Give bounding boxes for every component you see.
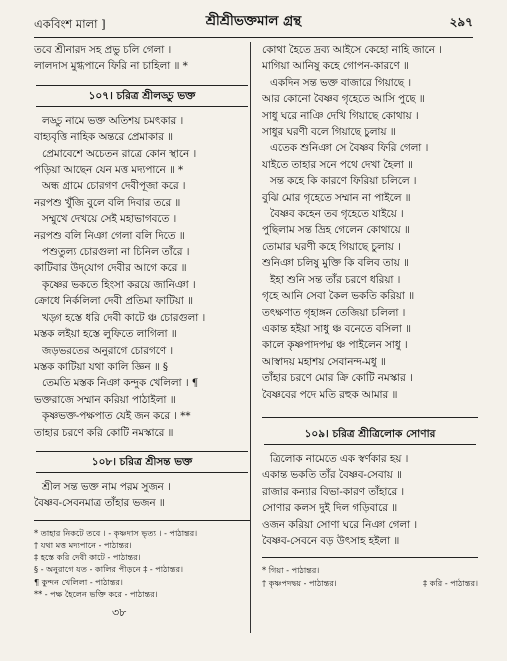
left-column — [34, 42, 250, 600]
verse-line: পুছিলাম সন্ত ভ্রিহ গেলেন কোথায়ে ॥ — [262, 224, 410, 237]
series-label: একবিংশ মালা ] — [34, 17, 106, 31]
header-rule — [34, 37, 473, 38]
verse-line: কাটিবার উদ্‌যোগ দেবীর আগে করে ॥ — [34, 262, 187, 275]
right-column — [262, 42, 478, 589]
verse-line: পশুতুল্য চোরগুলা না চিনিল তাঁরে । — [42, 246, 190, 259]
verse-line: ওজন করিয়া সোণা ঘরে নিঞা গেলা । — [262, 518, 417, 531]
verse-line: নরপশু খুঁজি বুলে বলি দিবার তরে ॥ — [34, 196, 181, 209]
verse-line: ক্রোধে নির্কলিলা দেবী প্রতিমা ফাটিয়া ॥ — [34, 295, 193, 308]
chapter-heading-107: ১০৭। চরিত্র শ্রীলড্ডু ভক্ত — [36, 85, 248, 107]
verse-line: কালে কৃষ্ণপাদপদ্ম ঞ্চ পাইলেন সাধু । — [262, 339, 408, 352]
verse-line: সন্ত কহে কি কারণে ফিরিয়া চলিলে । — [270, 175, 417, 188]
verse-line: বাহ্যবৃত্তি নাহিক অন্তরে প্রেমাকার ॥ — [34, 131, 173, 144]
verse-line: তৎক্ষণাত গৃহাঙ্গন তেজিয়া চলিলা । — [262, 306, 406, 319]
verse-line: সাধুর ঘরণী বলে গিয়াছে চুলায় ॥ — [262, 126, 396, 139]
verse-line: তবে শ্রীনারদ সহ প্রভু চলি গেলা । — [34, 44, 172, 56]
section-rule — [262, 417, 478, 418]
verse-line: অন্ধ গ্রামে চোরগণ দেবীপূজা করে । — [42, 180, 186, 193]
column-divider — [250, 42, 251, 633]
verse-line: বৈষ্ণবের পদে মতি রহুক আমার ॥ — [262, 388, 398, 401]
verse-line: তাঁহার চরণে মোর ক্রি কোটি নমস্কার । — [262, 372, 413, 385]
verse-line: গৃহে আনি সেবা কৈল ভকতি করিয়া ॥ — [262, 290, 415, 303]
verse-line: একান্ত হইয়া সাধু ঞ্চ বনেতে বসিলা ॥ — [262, 322, 411, 335]
footnote: § - অনুরাগে যত - কালির পীড়নে ‡ - পাঠান্তর। — [34, 564, 184, 575]
book-title: শ্রীশ্রীভক্তমাল গ্রন্থ — [205, 13, 302, 29]
verse-line: শুনিঞা চলিষু মুক্তি কি বলিব তায় ॥ — [262, 257, 409, 270]
footnote: * গিয়া - পাঠান্তর। — [262, 565, 320, 576]
verse-line: তাহার চরণে করি কোটি নমস্কারে ॥ — [34, 426, 174, 439]
verse-line: মস্তক কাটিয়া যথা কালি জ্ঞিন ॥ § — [34, 360, 169, 373]
verse-line: যাইতে তাহার সনে পথে দেখা হৈলা ॥ — [262, 158, 413, 171]
verse-line: এতেক শুনিঞা সে বৈষ্ণব ফিরি গেলা । — [270, 142, 429, 155]
verse-line: একান্ত ভকতি তাঁর বৈষ্ণব-সেবায় ॥ — [262, 469, 402, 482]
verse-line: রাজার কন্যার বিভা-কারণ তাঁহারে । — [262, 485, 405, 498]
verse-line: আর কোনো বৈষ্ণব গৃহেতে আসি পুছে ॥ — [262, 93, 425, 106]
footnote-rule — [34, 520, 250, 521]
verse-line: লড্ডু নামে ভক্ত অতিশয় চমৎকার । — [42, 114, 184, 127]
footnote: ¶ কুন্দন খেলিলা - পাঠান্তর। — [34, 576, 123, 587]
verse-line: নরপশু বলি নিঞা গেলা বলি দিতে ॥ — [34, 229, 185, 242]
footnote: * তাহার নিকটে তবে । - কৃষ্ণদাস ভৃত্য । - পাঠান্তর। — [34, 527, 198, 538]
verse-line: খড়্গ হস্তে ধরি দেবী কাটে ঞ্চ চোরগুলা । — [42, 311, 206, 324]
verse-line: ত্রিলোক নামেতে এক স্বর্ণকার হয় । — [270, 452, 409, 465]
chapter-heading-108: ১০৮। চরিত্র শ্রীসন্ত ভক্ত — [36, 451, 248, 473]
verse-line: লালদাস মুগ্ধপানে ফিরি না চাহিলা ॥ * — [34, 60, 188, 73]
page-folio: ২৯৭ — [449, 15, 473, 29]
verse-line: মস্তক লইয়া হস্তে লুফিতে লাগিলা ॥ — [34, 328, 177, 341]
page-number: ৩৮ — [112, 606, 127, 619]
verse-line: ভক্তরাজে সম্মান করিয়া পাঠাইলা ॥ — [34, 393, 176, 406]
verse-line: সম্মুখে দেখয়ে সেই মহাভাগবতে । — [42, 213, 177, 226]
verse-line: আস্বাদয় মহাশয় সেবানন্দ-মধু ॥ — [262, 355, 386, 368]
verse-line: বৈষ্ণব কহেন তব গৃহেতে যাইয়ে । — [270, 208, 404, 221]
chapter-heading-109: ১০৯। চরিত্র শ্রীত্রিলোক সোণার — [264, 424, 476, 445]
footnote: ‡ করি - পাঠান্তর। — [423, 577, 478, 588]
verse-line: তোমার ঘরণী কহে গিয়াছে চুলায় । — [262, 240, 401, 253]
verse-line: মাগিয়া আনিষু কহে গোপন-কারণে ॥ — [262, 60, 409, 73]
footnote-rule — [262, 557, 478, 558]
verse-line: বুঝি মোর গৃহেতে সম্মান না পাইলে ॥ — [262, 191, 411, 204]
verse-line: প্রেমাবেশে অচেতন রাত্রে কোন স্থানে । — [42, 147, 197, 160]
verse-line: তেমতি মস্তক নিঞা কন্দুক খেলিলা । ¶ — [42, 377, 199, 390]
footnote: † কৃষ্ণপদদ্বয় - পাঠান্তর। — [262, 577, 337, 588]
verse-line: বৈষ্ণব-সেবনে বড় উৎসাহ হইলা ॥ — [262, 534, 400, 547]
verse-line: কোথা হৈতে দ্রব্য আইসে কেহো নাহি জানে । — [262, 44, 442, 56]
verse-line: ইহা শুনি সন্ত তাঁর চরণে ধরিয়া । — [270, 273, 401, 286]
verse-line: পড়িয়া আছেন যেন মত্ত মদ্যপানে ॥ * — [34, 164, 184, 177]
footnote: ‡ হস্তে করি দেবী কাটে - পাঠান্তর। — [34, 552, 141, 563]
verse-line: একদিন সন্ত ভক্ত বাজারে গিয়াছে । — [270, 76, 412, 89]
footnote: ** - পক্ষ হৈলেন ভক্তি করে - পাঠান্তর। — [34, 588, 158, 599]
footnote: † যথা মত্ত মদ্যপানে - পাঠান্তর। — [34, 539, 132, 550]
verse-line: সোণার কলস দুই দিল গড়িবারে ॥ — [262, 502, 398, 515]
verse-line: জড়ভরতের অনুরাগে চোরগণে । — [42, 344, 174, 357]
verse-line: বৈষ্ণব-সেবনমাত্র তাঁহার ভজন ॥ — [34, 497, 165, 510]
verse-line: শ্রীল সন্ত ভক্ত নাম পরম সুজন । — [42, 480, 171, 493]
verse-line: কৃষ্ণভক্ত-পক্ষপাত যেই জন করে । ** — [42, 410, 191, 423]
verse-line: কৃষ্ণের ভকতে হিংসা করয়ে জানিঞা । — [42, 278, 196, 291]
verse-line: সাধু ঘরে নাঞি দেখি গিয়াছে কোথায় । — [262, 109, 419, 122]
